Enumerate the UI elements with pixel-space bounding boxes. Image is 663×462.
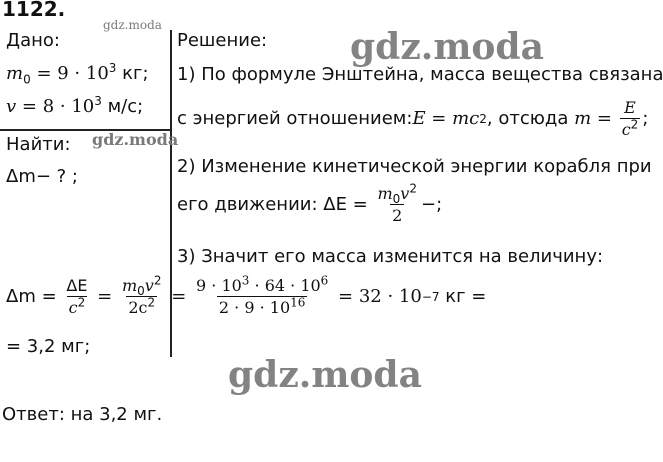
- calc-eq1: =: [91, 286, 118, 307]
- step1-line1: 1) По формуле Энштейна, масса вещества связана: [177, 64, 663, 85]
- calc-f3-den-a-exp: 16: [290, 295, 306, 310]
- calc-f2-den: 2c: [128, 298, 148, 317]
- calc-lhs: Δm =: [6, 286, 63, 307]
- step1-line2: с энергией отношением: E = mc 2 , отсюда m = $\frac{E}{c^2}$ ;: [177, 98, 649, 139]
- v-symbol: v: [6, 96, 17, 117]
- v-unit: м/с;: [101, 96, 144, 117]
- calc-result-unit: кг =: [439, 286, 487, 307]
- frac2-num-v: v: [400, 184, 410, 203]
- calc-f3-num-b-exp: 6: [320, 273, 329, 288]
- frac1-numerator: E: [624, 98, 636, 117]
- frac2-denominator: 2: [392, 206, 403, 225]
- v-value: = 8 · 10: [16, 96, 95, 117]
- calc-f2-num-exp: 2: [153, 273, 162, 288]
- watermark-big-top: gdz.moda: [350, 26, 544, 68]
- calc-f2-den-exp: 2: [147, 295, 156, 310]
- find-expr: Δm− ? ;: [6, 166, 78, 187]
- watermark-small-mid: gdz.moda: [92, 130, 179, 149]
- calc-f3-den-a: 2 · 9 · 10: [218, 298, 291, 317]
- step3-line1: 3) Значит его масса изменится на величину:: [177, 246, 604, 267]
- step1-end: ;: [642, 108, 649, 129]
- watermark-big-bottom: gdz.moda: [228, 354, 422, 396]
- calc-f1-den-exp: 2: [77, 295, 86, 310]
- calc-line: Δm = $\frac{\Delta E}{c^2}$ = $\frac{m_0v^2}{2c^2}$ = $\frac{9 \cdot 10^3 \cdot 64 \cdot 10^6}{2 \cdot 9 \cdot 10^{16}}$ = 32 · 10 −7 кг =: [6, 273, 487, 317]
- find-heading: Найти:: [6, 134, 71, 155]
- answer: Ответ: на 3,2 мг.: [2, 404, 163, 425]
- given-m0: [6, 61, 149, 87]
- step1-prefix: с энергией отношением:: [177, 108, 413, 129]
- step2-prefix: его движении: ΔE =: [177, 194, 374, 215]
- calc-f3-num-a-exp: 3: [241, 273, 250, 288]
- m0-exponent: 3: [108, 61, 117, 75]
- step1-fraction: [620, 98, 641, 139]
- frac2-num-sub: 0: [392, 192, 401, 207]
- watermark-small-top: gdz.moda: [103, 18, 162, 32]
- given-v: [6, 96, 143, 117]
- calc-f2-num-v: v: [144, 276, 154, 295]
- step1-middle: , отсюда: [486, 108, 575, 129]
- m0-symbol: m: [6, 63, 24, 84]
- step2-line1: 2) Изменение кинетической энергии корабля при: [177, 156, 652, 177]
- m0-value: = 9 · 10: [30, 63, 109, 84]
- v-exponent: 3: [94, 94, 102, 108]
- step2-line2: [177, 181, 443, 225]
- calc-eq2: =: [165, 286, 192, 307]
- problem-number-text: 1122: [2, 0, 58, 21]
- calc-f2-num-m: m: [121, 276, 138, 295]
- m0-subscript: 0: [23, 72, 31, 87]
- step1-m: m: [574, 108, 592, 129]
- step2-fraction: [375, 181, 419, 225]
- calc-f1-num: ΔE: [66, 276, 88, 295]
- calc-fraction-2: [120, 273, 164, 317]
- step2-end: −;: [420, 194, 443, 215]
- problem-number: 1122.: [2, 0, 65, 21]
- calc-f3-num-b: · 64 · 10: [249, 276, 321, 295]
- calc-f2-num-sub: 0: [137, 284, 145, 299]
- frac1-denominator: c: [621, 120, 631, 139]
- step1-eq: =: [425, 108, 453, 129]
- calc-f3-num-a: 9 · 10: [196, 276, 242, 295]
- calc-line2: = 3,2 мг;: [6, 336, 91, 357]
- frac2-num-exp: 2: [409, 181, 417, 196]
- calc-fraction-1: [64, 276, 89, 317]
- solution-heading: Решение:: [177, 30, 268, 51]
- frac2-num-m: m: [377, 184, 393, 203]
- step1-mc: mc: [452, 108, 480, 129]
- step1-E: E: [412, 108, 426, 129]
- given-heading: Дано:: [6, 30, 60, 51]
- calc-f1-den: c: [68, 298, 78, 317]
- m0-unit: кг;: [116, 63, 149, 84]
- calc-result: = 32 · 10: [332, 286, 422, 307]
- calc-fraction-3: [194, 273, 330, 317]
- frac1-den-exp: 2: [630, 117, 639, 132]
